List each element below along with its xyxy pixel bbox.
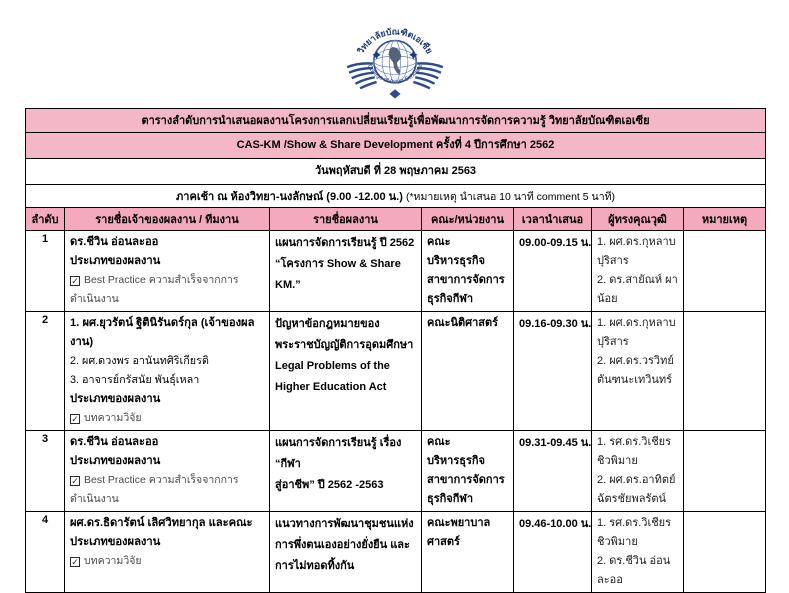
checked-checkbox-icon: ✓ (71, 476, 79, 486)
cell-faculty (422, 231, 514, 312)
session-time-room: ภาคเช้า ณ ห้องวิทยา-นงลักษณ์ (9.00 -12.00 น.) (176, 191, 403, 203)
text-line: ดร.ชีวิน อ่อนละออ (70, 436, 159, 448)
text-line: ธุรกิจกีฬา (427, 293, 474, 305)
cell-no: 4 (26, 512, 65, 593)
work-type-label: บทความวิจัย (84, 555, 142, 567)
cell-no: 3 (26, 431, 65, 512)
text-line: 3. อาจารย์กรัสนัย พันธุ์เหลา (70, 374, 200, 386)
text-line: สู่อาชีพ” ปี 2562 -2563 (275, 479, 384, 491)
text-line: ผศ.ดร.ธิดารัตน์ เลิศวิทยากุล และคณะ (70, 517, 253, 529)
cell-note (684, 431, 766, 512)
text-line: การพึ่งตนเองอย่างยั่งยืน และ (275, 539, 410, 551)
text-line: ประเภทของผลงาน (70, 393, 161, 405)
cell-faculty (422, 312, 514, 431)
cell-faculty (422, 431, 514, 512)
session-row (26, 185, 766, 208)
text-line: ศาสตร์ (427, 536, 460, 548)
text-line (70, 471, 264, 509)
logo-thai-arc-text: วิทยาลัยบัณฑิตเอเซีย (355, 26, 435, 56)
cell-owners (65, 312, 270, 431)
text-line: 2. ผศ.ดร.วรวิทย์ ตันฑนะเทวินทร์ (597, 355, 674, 386)
text-line: ดร.ชีวิน อ่อนละออ (70, 236, 159, 248)
text-line (70, 271, 264, 309)
cell-owners (65, 431, 270, 512)
cell-experts (592, 512, 684, 593)
text-line: 1. ผศ.ดร.กุหลาบ ปุริสาร (597, 317, 676, 348)
cell-experts (592, 431, 684, 512)
text-line: สาขาการจัดการ (427, 274, 505, 286)
column-header-no: ลำดับ (26, 208, 65, 231)
college-logo (338, 12, 452, 104)
session-info (26, 185, 766, 208)
text-line: แผนการจัดการเรียนรู้ เรื่อง “กีฬา (275, 437, 402, 470)
logo-english-arc-text: College of Asian Scholars (365, 63, 425, 86)
text-line: 1. รศ.ดร.วิเชียร ชิวพิมาย (597, 436, 672, 467)
work-type-label: บทความวิจัย (84, 412, 142, 424)
cell-work (270, 312, 422, 431)
text-line: แผนการจัดการเรียนรู้ ปี 2562 (275, 237, 415, 249)
text-line: 1. ผศ.ยุวรัตน์ ฐิตินิรันดร์กุล (เจ้าของผลงาน) (70, 317, 255, 348)
date-row (26, 159, 766, 185)
cell-time: 09.31-09.45 น. (514, 431, 592, 512)
text-line: ปัญหาข้อกฎหมายของ (275, 318, 380, 330)
text-line: ประเภทของผลงาน (70, 536, 161, 548)
text-line: สาขาการจัดการ (427, 474, 505, 486)
text-line: คณะพยาบาล (427, 517, 491, 529)
cell-owners (65, 512, 270, 593)
text-line: 2. ดร.ชีวิน อ่อนละออ (597, 555, 671, 586)
cell-experts (592, 312, 684, 431)
column-header-owners: รายชื่อเจ้าของผลงาน / ทีมงาน (65, 208, 270, 231)
session-note: (*หมายเหตุ นำเสนอ 10 นาที comment 5 นาที) (405, 191, 616, 203)
table-row (26, 512, 766, 593)
cell-time: 09.00-09.15 น. (514, 231, 592, 312)
event-date: วันพฤหัสบดี ที่ 28 พฤษภาคม 2563 (26, 159, 766, 185)
table-row (26, 231, 766, 312)
cell-owners (65, 231, 270, 312)
checked-checkbox-icon: ✓ (71, 276, 79, 286)
text-line: พระราชบัญญัติการอุดมศึกษา (275, 339, 414, 351)
cell-faculty (422, 512, 514, 593)
text-line: ประเภทของผลงาน (70, 255, 161, 267)
title-row (26, 109, 766, 133)
column-header-faculty: คณะ/หน่วยงาน (422, 208, 514, 231)
text-line: 2. ผศ.ดวงพร อานันทศิริเกียรติ (70, 355, 209, 367)
text-line: แนวทางการพัฒนาชุมชนแห่ง (275, 518, 414, 530)
text-line: 2. ผศ.ดร.อาทิตย์ ฉัตรชัยพลรัตน์ (597, 474, 676, 505)
column-header-work: รายชื่อผลงาน (270, 208, 422, 231)
document-title: ตารางลำดับการนำเสนอผลงานโครงการแลกเปลี่ยนเรียนรู้เพื่อพัฒนาการจัดการความรู้ วิทยาลัยบัณฑิตเอเซีย (26, 109, 766, 133)
text-line: 1. ผศ.ดร.กุหลาบ ปุริสาร (597, 236, 676, 267)
cell-time: 09.16-09.30 น. (514, 312, 592, 431)
cell-no: 1 (26, 231, 65, 312)
event-subtitle: CAS-KM /Show & Share Development ครั้งที่ 4 ปีการศึกษา 2562 (26, 133, 766, 159)
presentation-schedule-table (25, 108, 766, 593)
table-row (26, 431, 766, 512)
text-line: การไม่ทอดทิ้งกัน (275, 560, 355, 572)
cell-work (270, 512, 422, 593)
cell-note (684, 512, 766, 593)
column-header-time: เวลานำเสนอ (514, 208, 592, 231)
cell-no: 2 (26, 312, 65, 431)
text-line: คณะบริหารธุรกิจ (427, 436, 485, 467)
cell-experts (592, 231, 684, 312)
checked-checkbox-icon: ✓ (71, 557, 79, 567)
column-header-note: หมายเหตุ (684, 208, 766, 231)
cell-work (270, 231, 422, 312)
table-row (26, 312, 766, 431)
text-line (70, 552, 264, 571)
cell-note (684, 312, 766, 431)
column-header-row (26, 208, 766, 231)
text-line: ธุรกิจกีฬา (427, 493, 474, 505)
text-line: ประเภทของผลงาน (70, 455, 161, 467)
work-type-label: Best Practice ความสำเร็จจากการดำเนินงาน (70, 474, 239, 505)
text-line: Legal Problems of the (275, 360, 390, 372)
text-line: Higher Education Act (275, 381, 387, 393)
cell-note (684, 231, 766, 312)
cell-work (270, 431, 422, 512)
text-line: 2. ดร.สายัณห์ ผาน้อย (597, 274, 678, 305)
work-type-label: Best Practice ความสำเร็จจากการดำเนินงาน (70, 274, 239, 305)
text-line: คณะนิติศาสตร์ (427, 317, 499, 329)
text-line (70, 409, 264, 428)
subtitle-row (26, 133, 766, 159)
text-line: 1. รศ.ดร.วิเชียร ชิวพิมาย (597, 517, 672, 548)
cell-time: 09.46-10.00 น. (514, 512, 592, 593)
logo-ribbon-icon (389, 89, 400, 98)
checked-checkbox-icon: ✓ (71, 414, 79, 424)
text-line: “โครงการ Show & Share KM.” (275, 258, 401, 291)
column-header-experts: ผู้ทรงคุณวุฒิ (592, 208, 684, 231)
text-line: คณะบริหารธุรกิจ (427, 236, 485, 267)
